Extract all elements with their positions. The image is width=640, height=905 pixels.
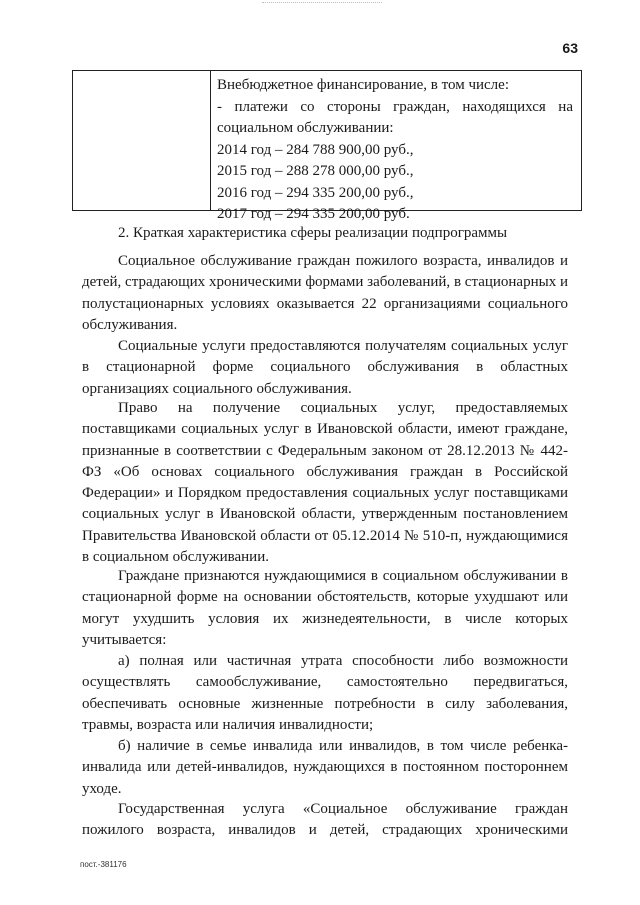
text-line: б) наличие в семье инвалида или инвалидов, в том числе ребенка- (118, 738, 568, 754)
text-line: Социальные услуги предоставляются получателям социальных услуг (118, 338, 568, 354)
section-title-block (82, 223, 568, 244)
text-line: поставщиками социальных услуг в Ивановской области, имеют граждане, (82, 421, 568, 438)
text-line: учитывается: (82, 631, 167, 648)
text-line: обслуживания. (82, 316, 178, 333)
paragraph (82, 251, 568, 336)
table-column-divider (210, 71, 211, 210)
text-line: ФЗ «Об основах социального обслуживания граждан в Российской (82, 463, 568, 480)
document-code: пост.-381176 (80, 860, 127, 869)
text-line: стационарной форме на основании обстоятельств, которые ухудшают или (82, 589, 568, 606)
text-line: Федерации» и Порядком предоставления социальных услуг поставщиками (82, 485, 568, 502)
text-line: а) полная или частичная утрата способности либо возможности (118, 653, 568, 669)
funding-line: 2017 год – 294 335 200,00 руб. (217, 206, 410, 222)
text-line: организациях социального обслуживания. (82, 380, 352, 397)
paragraph (82, 566, 568, 651)
section-title: 2. Краткая характеристика сферы реализации подпрограммы (118, 225, 508, 241)
text-line: детей, страдающих хроническими формами заболеваний, в стационарных и (82, 274, 568, 291)
funding-line: социальном обслуживании: (217, 120, 394, 136)
text-line: уходе. (82, 780, 122, 797)
text-line: социальных услуг в Ивановской области, утвержденным постановлением (82, 506, 568, 523)
text-line: травмы, возраста или наличия инвалидности; (82, 716, 374, 733)
text-line: в социальном обслуживании. (82, 549, 269, 566)
text-line: Социальное обслуживание граждан пожилого возраста, инвалидов и (118, 253, 568, 269)
text-line: признанные в соответствии с Федеральным законом от 28.12.2013 № 442- (82, 442, 568, 459)
text-line: Право на получение социальных услуг, предоставляемых (118, 400, 568, 416)
funding-line: 2015 год – 288 278 000,00 руб., (217, 163, 414, 179)
text-line: Правительства Ивановской области от 05.12.2014 № 510-п, нуждающимися (82, 527, 568, 544)
text-line: могут ухудшить условия их жизнедеятельности, в числе которых (82, 610, 568, 627)
funding-table-cell (217, 75, 573, 226)
scan-artifact (262, 2, 382, 9)
text-line: инвалида или детей-инвалидов, нуждающихся в постоянном постороннем (82, 759, 568, 776)
text-line: полустационарных условиях оказывается 22 организациями социального (82, 295, 568, 312)
list-item (82, 651, 568, 736)
page-number: 63 (562, 40, 578, 56)
paragraph (82, 336, 568, 400)
text-line: осуществлять самообслуживание, самостоятельно передвигаться, (82, 674, 568, 691)
text-line: пожилого возраста, инвалидов и детей, страдающих хроническими (82, 822, 568, 839)
paragraph (82, 799, 568, 842)
paragraph (82, 398, 568, 568)
funding-line: Внебюджетное финансирование, в том числе: (217, 77, 509, 93)
funding-line: - платежи со стороны граждан, находящихся на (217, 98, 573, 115)
funding-line: 2016 год – 294 335 200,00 руб., (217, 184, 414, 201)
text-line: обеспечивать основные жизненные потребности в силу заболевания, (82, 695, 568, 712)
funding-table (72, 70, 582, 222)
text-line: Граждане признаются нуждающимися в социальном обслуживании в (118, 568, 568, 584)
text-line: Государственная услуга «Социальное обслуживание граждан (118, 801, 568, 817)
text-line: в стационарной форме социального обслуживания в областных (82, 359, 568, 376)
list-item (82, 736, 568, 800)
funding-line: 2014 год – 284 788 900,00 руб., (217, 141, 414, 158)
